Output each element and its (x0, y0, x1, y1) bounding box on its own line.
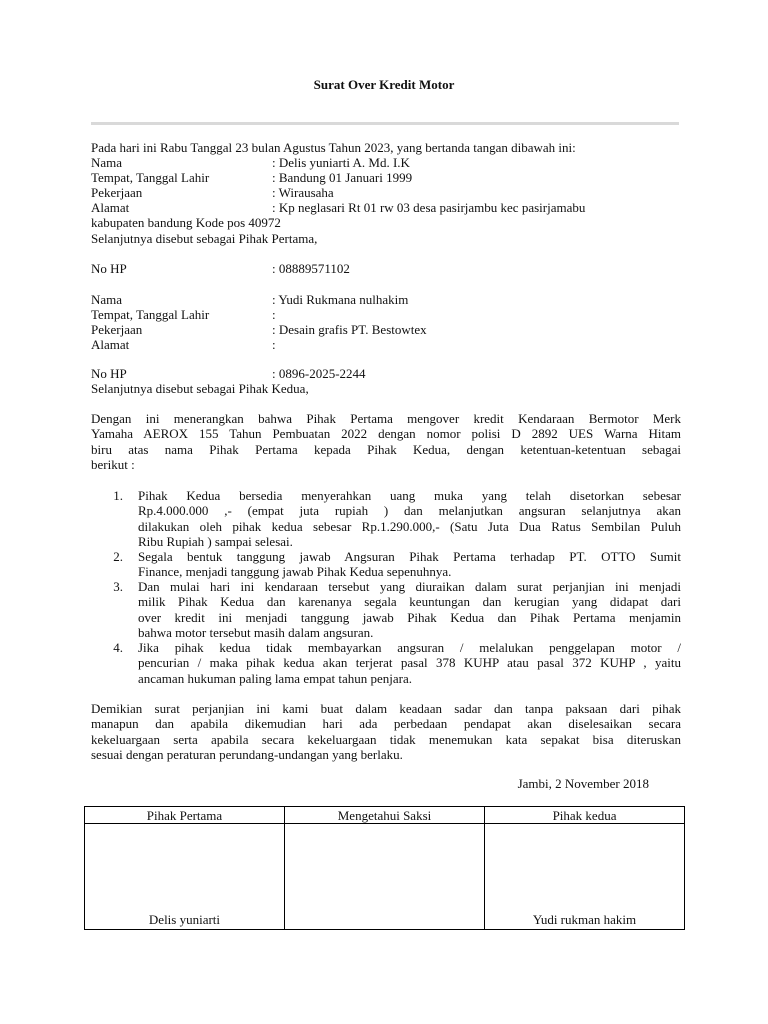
body-paragraph (91, 411, 681, 472)
p1-hp-value: : 08889571102 (272, 261, 350, 276)
body-line: berikut : (91, 456, 135, 472)
p2-ttl-label: Tempat, Tanggal Lahir (91, 307, 210, 322)
p2-ttl-value: : (272, 307, 276, 322)
term-line: bahwa motor tersebut masih dalam angsuran. (138, 624, 374, 640)
term-line: Ribu Rupiah ) sampai selesai. (138, 533, 293, 549)
term-line: pencurian / maka pihak kedua akan terjerat pasal 378 KUHP atau pasal 372 KUHP , yaitu (138, 655, 681, 671)
term-number: 2. (113, 549, 123, 564)
p1-ttl-label: Tempat, Tanggal Lahir (91, 170, 210, 185)
term-number: 3. (113, 579, 123, 594)
term-line: Segala bentuk tanggung jawab Angsuran Pihak Pertama terhadap PT. OTTO Sumit (138, 549, 681, 564)
sig-header-pihak-pertama: Pihak Pertama (85, 807, 285, 824)
term-line: over kredit ini menjadi tanggung jawab Pihak Kedua dan Pihak Pertama menjamin (138, 609, 681, 625)
term-2 (138, 549, 681, 580)
term-line: Finance, menjadi tanggung jawab Pihak Kedua sepenuhnya. (138, 564, 452, 580)
term-1 (138, 488, 681, 549)
sig-header-pihak-kedua: Pihak kedua (485, 807, 685, 824)
sig-header-saksi: Mengetahui Saksi (284, 807, 484, 824)
p1-alamat-continued: kabupaten bandung Kode pos 40972 (91, 215, 281, 230)
p1-alamat-value: : Kp neglasari Rt 01 rw 03 desa pasirjambu kec pasirjamabu (272, 200, 586, 215)
term-number: 1. (113, 488, 123, 503)
term-line: ancaman hukuman paling lama empat tahun penjara. (138, 670, 412, 686)
p1-pekerjaan-value: : Wirausaha (272, 185, 334, 200)
intro-text: Pada hari ini Rabu Tanggal 23 bulan Agustus Tahun 2023, yang bertanda tangan dibawah ini: (91, 140, 576, 155)
term-number: 4. (113, 640, 123, 655)
closing-line: kekeluargaan serta apabila secara kekeluargaan tidak menemukan kata sepakat bisa diteruskan (91, 731, 681, 747)
p2-alamat-value: : (272, 337, 276, 352)
body-line: Dengan ini menerangkan bahwa Pihak Pertama mengover kredit Kendaraan Bermotor Merk (91, 411, 681, 426)
body-line: biru atas nama Pihak Pertama kepada Pihak Kedua, dengan ketentuan-ketentuan sebagai (91, 441, 681, 457)
p1-hp-label: No HP (91, 261, 127, 276)
term-line: Rp.4.000.000 ,- (empat juta rupiah ) dan melanjutkan angsuran selanjutnya akan (138, 503, 681, 519)
sig-name-saksi (284, 824, 484, 930)
body-line: Yamaha AEROX 155 Tahun Pembuatan 2022 dengan nomor polisi D 2892 UES Warna Hitam (91, 426, 681, 442)
p2-hp-label: No HP (91, 366, 127, 381)
place-date: Jambi, 2 November 2018 (517, 776, 649, 791)
closing-line: sesuai dengan peraturan perundang-undangan yang berlaku. (91, 746, 403, 762)
p1-alamat-label: Alamat (91, 200, 130, 215)
term-4 (138, 640, 681, 686)
closing-line: Demikian surat perjanjian ini kami buat dalam keadaan sadar dan tanpa paksaan dari pihak (91, 701, 681, 716)
p2-alamat-label: Alamat (91, 337, 130, 352)
p1-nama-value: : Delis yuniarti A. Md. I.K (272, 155, 410, 170)
term-line: dilakukan oleh pihak kedua sebesar Rp.1.290.000,- (Satu Juta Dua Ratus Sembilan Puluh (138, 518, 681, 534)
p1-nama-label: Nama (91, 155, 123, 170)
p1-pekerjaan-label: Pekerjaan (91, 185, 143, 200)
p2-nama-value: : Yudi Rukmana nulhakim (272, 292, 409, 307)
signature-table (84, 806, 685, 930)
sig-name-pihak-kedua: Yudi rukman hakim (485, 824, 685, 930)
p1-designation: Selanjutnya disebut sebagai Pihak Pertama, (91, 231, 318, 246)
closing-line: manapun dan apabila dikemudian hari ada perbedaan pendapat akan diselesaikan secara (91, 716, 681, 732)
p2-pekerjaan-value: : Desain grafis PT. Bestowtex (272, 322, 427, 337)
term-line: Pihak Kedua bersedia menyerahkan uang muka yang telah disetorkan sebesar (138, 488, 681, 503)
term-line: milik Pihak Kedua dan karenanya segala keuntungan dan kerugian yang didapat dari (138, 594, 681, 610)
closing-paragraph (91, 701, 681, 762)
p2-hp-value: : 0896-2025-2244 (272, 366, 366, 381)
p2-designation: Selanjutnya disebut sebagai Pihak Kedua, (91, 381, 309, 396)
p2-nama-label: Nama (91, 292, 123, 307)
p2-pekerjaan-label: Pekerjaan (91, 322, 143, 337)
sig-name-pihak-pertama: Delis yuniarti (85, 824, 285, 930)
title-divider (91, 122, 679, 125)
term-line: Jika pihak kedua tidak membayarkan angsuran / melalukan penggelapan motor / (138, 640, 681, 655)
term-line: Dan mulai hari ini kendaraan tersebut yang diuraikan dalam surat perjanjian ini menjadi (138, 579, 681, 594)
term-3 (138, 579, 681, 640)
p1-ttl-value: : Bandung 01 Januari 1999 (272, 170, 413, 185)
document-title: Surat Over Kredit Motor (313, 77, 455, 92)
